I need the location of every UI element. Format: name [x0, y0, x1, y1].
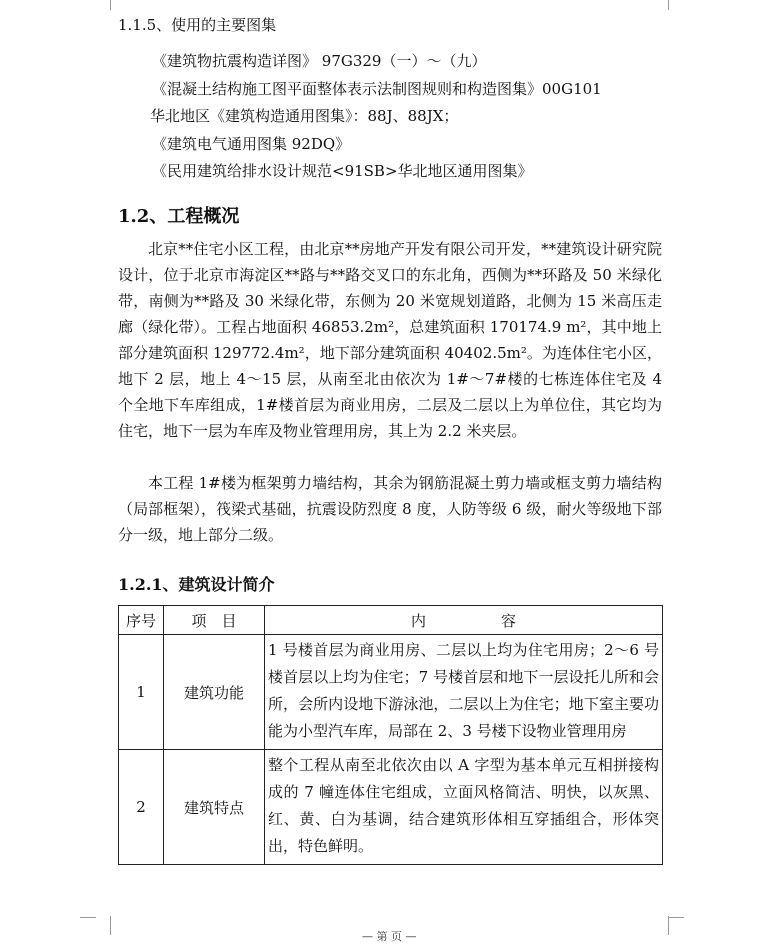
reference-item: 华北地区《建筑构造通用图集》：88J、88JX； [150, 107, 459, 125]
reference-list [152, 48, 602, 186]
section-heading-1-2: 1.2、工程概况 [118, 206, 240, 227]
reference-item: 《民用建筑给排水设计规范<91SB>华北地区通用图集》 [152, 162, 533, 180]
reference-item: 《混凝土结构施工图平面整体表示法制图规则和构造图集》00G101 [152, 79, 602, 98]
row-content: 整个工程从南至北依次由以 A 字型为基本单元互相拼接构成的 7 幢连体住宅组成，立面风格简洁、明快，以灰黑、红、黄、白为基调，结合建筑形体相互穿插组合，形体突出，特色鲜明。 [265, 750, 663, 865]
row-item: 建筑功能 [164, 635, 265, 750]
table-row [119, 635, 663, 750]
overview-paragraph-1: 北京**住宅小区工程，由北京**房地产开发有限公司开发，**建筑设计研究院设计，位于北京市海淀区**路与**路交叉口的东北角，西侧为**环路及 50 米绿化带，南侧为**路及 30 米绿化带，东侧为 20 米宽规划道路，北侧为 15 米高压走廊（绿化带）。工程占地面积 46853.2m²，总建筑面积 170174.9 m²，其中地上部分建筑面积 129772.4m²，地下部分建筑面积 40402.5m²。为连体住宅小区，地下 2 层，地上 4～15 层，从南至北由依次为 1#～7#楼的七栋连体住宅及 4 个全地下车库组成，1#楼首层为商业用房，二层及二层以上为单位住，其它均为住宅，地下一层为车库及物业管理用房，其上为 2.2 米夹层。 [118, 240, 662, 440]
crop-mark-bottom-left-h [80, 917, 96, 918]
reference-item: 《建筑物抗震构造详图》 97G329（一）～（九） [152, 52, 487, 70]
crop-mark-top-right [668, 0, 683, 10]
table-row [119, 750, 663, 865]
row-item: 建筑特点 [164, 750, 265, 865]
section-heading-1-1-5: 1.1.5、使用的主要图集 [118, 16, 277, 34]
crop-mark-bottom-right [668, 916, 683, 935]
row-no: 1 [119, 635, 164, 750]
row-no: 2 [119, 750, 164, 865]
section-heading-1-2-1: 1.2.1、建筑设计简介 [118, 575, 275, 594]
page-footer: — 第 页 — [362, 930, 417, 943]
crop-mark-bottom-right-h [668, 917, 684, 918]
header-no: 序号 [119, 606, 164, 635]
table-header-row [119, 606, 663, 635]
header-content: 内 容 [265, 606, 663, 635]
row-content: 1 号楼首层为商业用房、二层以上均为住宅用房；2～6 号楼首层以上均为住宅；7 号楼首层和地下一层设托儿所和会所，会所内设地下游泳池，二层以上为住宅；地下室主要功能为小型汽车库，局部在 2、3 号楼下设物业管理用房 [265, 635, 663, 750]
crop-mark-top-left [96, 0, 111, 10]
design-summary-table [118, 605, 663, 865]
header-item: 项 目 [164, 606, 265, 635]
crop-mark-bottom-left [96, 916, 111, 935]
reference-item: 《建筑电气通用图集 92DQ》 [152, 134, 351, 153]
overview-paragraph-2: 本工程 1#楼为框架剪力墙结构，其余为钢筋混凝土剪力墙或框支剪力墙结构（局部框架），筏梁式基础，抗震设防烈度 8 度，人防等级 6 级，耐火等级地下部分一级，地上部分二级。 [118, 474, 662, 544]
